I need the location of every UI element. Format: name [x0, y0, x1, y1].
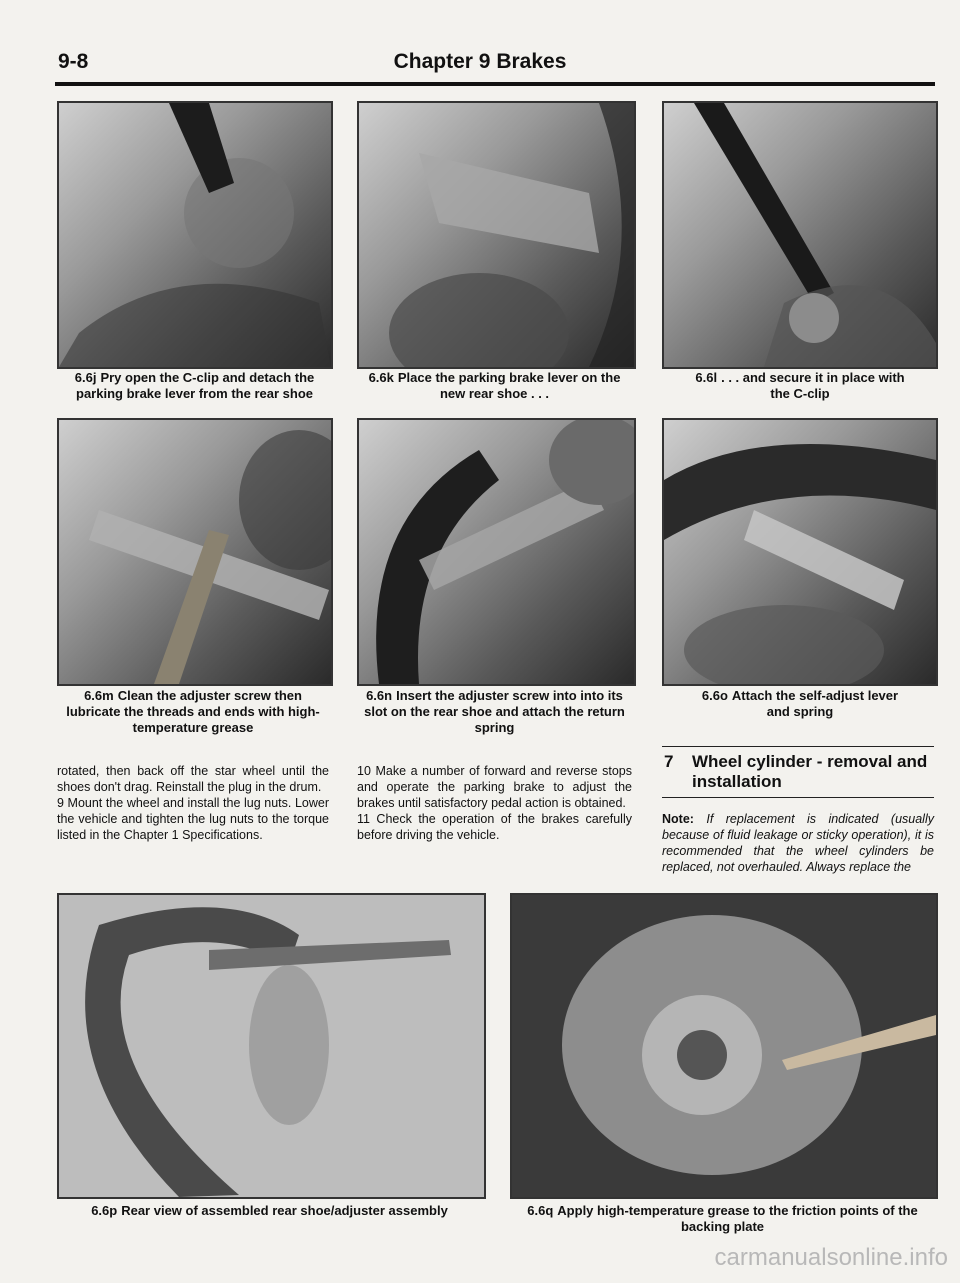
paragraph: 11 Check the operation of the brakes carefully before driving the vehicle.: [357, 812, 632, 842]
section-title: Wheel cylinder - removal and installation: [692, 752, 928, 791]
caption-text: Insert the adjuster screw into into its slot on the rear shoe and attach the return spring: [364, 688, 625, 735]
caption-6-6p: [57, 1203, 482, 1219]
photo-6-6p: [57, 893, 486, 1199]
paragraph: 9 Mount the wheel and install the lug nuts. Lower the vehicle and tighten the lug nuts to the torque listed in the Chapter 1 Specifications.: [57, 796, 329, 842]
paragraph: 10 Make a number of forward and reverse stops and operate the parking brake to adjust the brakes until satisfactory pedal action is obtained.: [357, 764, 632, 810]
caption-6-6n: [362, 688, 627, 736]
caption-6-6l: [690, 370, 910, 402]
body-column-2: [357, 763, 632, 843]
figure-number: 6.6k: [368, 370, 394, 385]
caption-text: Place the parking brake lever on the new rear shoe . . .: [397, 370, 621, 401]
photo-6-6j: [57, 101, 333, 369]
caption-text: Attach the self-adjust lever and spring: [731, 688, 899, 719]
caption-text: Clean the adjuster screw then lubricate the threads and ends with high-temperature grease: [66, 688, 320, 735]
section-number: 7: [664, 752, 674, 771]
figure-number: 6.6m: [84, 688, 114, 703]
figure-number: 6.6q: [527, 1203, 554, 1218]
body-column-1: [57, 763, 329, 843]
section-top-rule: [662, 746, 934, 747]
note-label: Note:: [662, 812, 694, 826]
photo-6-6q: [510, 893, 938, 1199]
photo-6-6n: [357, 418, 636, 686]
note: [662, 811, 934, 875]
paragraph: rotated, then back off the star wheel until the shoes don't drag. Reinstall the plug in the drum.: [57, 764, 329, 794]
note-text: If replacement is indicated (usually because of fluid leakage or sticky operation), it is recommended that the wheel cylinders be replaced, not overhauled. Always replace the: [662, 812, 934, 874]
watermark: carmanualsonline.info: [714, 1244, 948, 1271]
caption-6-6k: [362, 370, 627, 402]
chapter-title: Chapter 9 Brakes: [393, 50, 567, 73]
figure-number: 6.6p: [91, 1203, 118, 1218]
photo-6-6l: [662, 101, 938, 369]
caption-text: Apply high-temperature grease to the friction points of the backing plate: [557, 1203, 918, 1234]
caption-6-6q: [515, 1203, 930, 1235]
caption-text: Pry open the C-clip and detach the parking brake lever from the rear shoe: [76, 370, 315, 401]
caption-6-6j: [52, 370, 337, 402]
caption-text: . . . and secure it in place with the C-clip: [721, 370, 905, 401]
section-bottom-rule: [662, 797, 934, 798]
page-number: 9-8: [58, 50, 89, 73]
photo-6-6k: [357, 101, 636, 369]
header-rule: [55, 82, 935, 86]
figure-number: 6.6o: [701, 688, 728, 703]
photo-6-6m: [57, 418, 333, 686]
caption-text: Rear view of assembled rear shoe/adjuster assembly: [121, 1203, 448, 1218]
caption-6-6o: [690, 688, 910, 720]
caption-6-6m: [57, 688, 329, 736]
photo-6-6o: [662, 418, 938, 686]
figure-number: 6.6j: [74, 370, 97, 385]
figure-number: 6.6l: [695, 370, 718, 385]
figure-number: 6.6n: [366, 688, 393, 703]
